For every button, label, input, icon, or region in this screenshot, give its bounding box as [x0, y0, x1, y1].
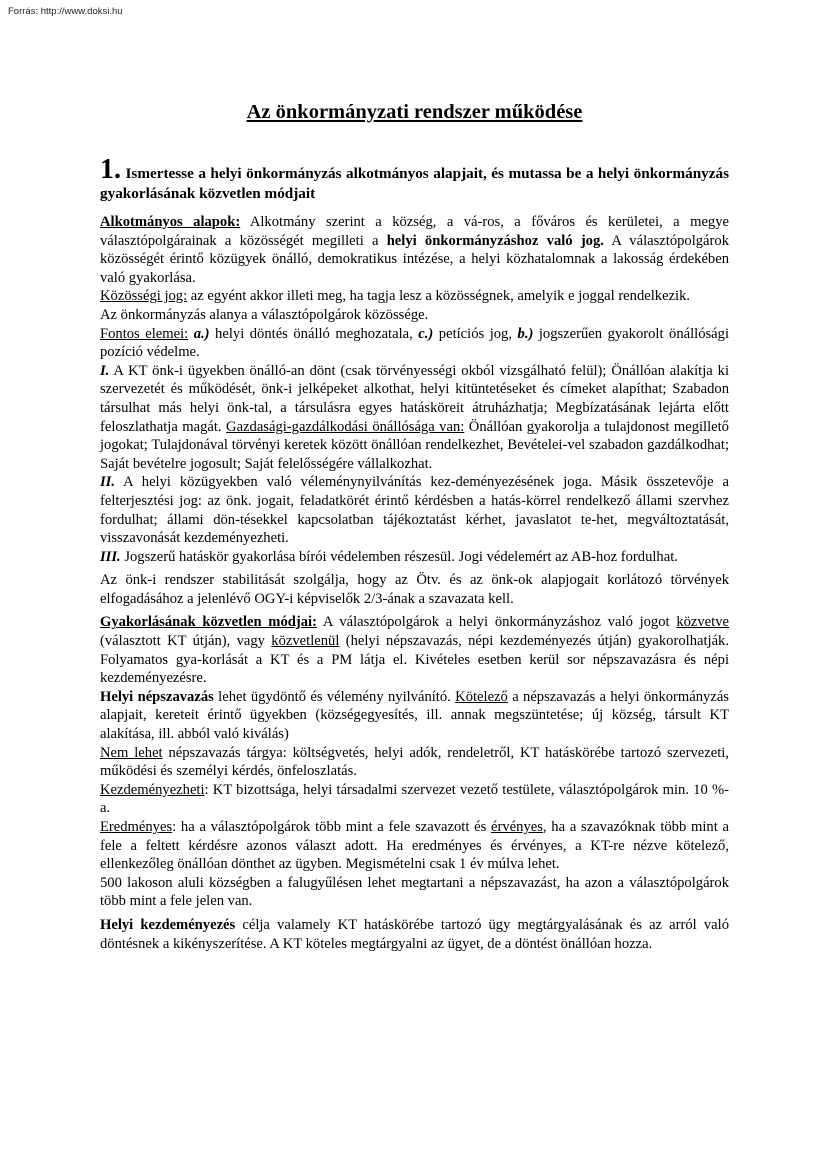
text: : KT bizottsága, helyi társadalmi szervezet vezető testülete, választópolgárok min. 10 %-a. — [100, 781, 729, 817]
paragraph-helyi-kezdemenyezes — [100, 916, 729, 953]
text: A választópolgárok a helyi önkormányzáshoz való jogot — [316, 614, 677, 631]
label-nem-lehet: Nem lehet — [100, 744, 163, 761]
source-url: Forrás: http://www.doksi.hu — [8, 6, 123, 17]
text: Alkotmány szerint a község, a vá-ros, a főváros és kerületei, a megye választópolgárainak a közösségét megilleti a — [100, 214, 730, 249]
page-title: Az önkormányzati rendszer működése — [246, 101, 583, 123]
label-gyakorlas-modjai: Gyakorlásának közvetlen módjai: — [100, 614, 317, 631]
label-alkotmanyos-alapok: Alkotmányos alapok: — [100, 214, 241, 230]
paragraph-eredmenyes — [100, 818, 729, 874]
paragraph-nem-lehet — [100, 744, 729, 781]
paragraph-section-ii — [100, 473, 729, 547]
paragraph-onkormanyzas-alanya: Az önkormányzás alanya a választópolgárok közössége. — [100, 306, 429, 323]
question-number: 1. — [100, 154, 121, 185]
paragraph-kozossegi-jog — [100, 287, 729, 306]
question-heading — [100, 154, 730, 204]
text: célja valamely KT hatáskörébe tartozó ügy megtárgyalásának és az arról való döntésnek a kikényszerítése. A KT köteles megtárgyalni az ügyet, de a döntést önállóan hozza. — [100, 916, 729, 952]
underlined-term: érvényes — [491, 819, 543, 835]
text: (helyi népszavazás, népi kezdeményezés útján) gyakorolhatják. Folyamatos gya-korlását a KT és a PM látja el. Kivételes esetben kerül sor népszavazásra és népi kezdeményezésre. — [100, 633, 729, 687]
text: petíciós jog, — [433, 325, 518, 342]
text: Jogszerű hatáskör gyakorlása bírói védelemben részesül. Jogi védelemért az AB-hoz fordulhat. — [120, 548, 678, 565]
label-fontos-elemei: Fontos elemei: — [100, 325, 189, 342]
label-gazdasagi-onallosag: Gazdasági-gazdálkodási önállósága van: — [226, 418, 465, 435]
paragraph-fontos-elemei — [100, 325, 729, 362]
roman-numeral: III. — [100, 548, 121, 565]
paragraph-gyakorlas-modjai — [100, 613, 729, 687]
underlined-term: közvetve — [676, 614, 729, 631]
term-helyi-nepszavazas: Helyi népszavazás — [100, 688, 214, 705]
underlined-term: közvetlenül — [271, 633, 340, 650]
paragraph-kezdemenyezheti — [100, 781, 729, 818]
underlined-term: Kötelező — [455, 688, 508, 705]
list-marker: b.) — [517, 325, 534, 342]
text: (választott KT útján), vagy — [100, 633, 272, 650]
text: , ha a szavazóknak több mint a fele a feltett kérdésre azonos választ adott. Ha eredményes és érvényes, a KT-re nézve kötelező, ellenkezőleg önállóan dönthet az ügyben. Megismételni csak 1 év múlva lehet. — [100, 819, 729, 873]
list-marker: c.) — [418, 325, 434, 342]
paragraph-stabilitas: Az önk-i rendszer stabilitását szolgálja, hogy az Ötv. és az önk-ok alapjogait korlátozó törvények elfogadásához a jelenlévő OGY-i képviselők 2/3-ának a szavazata kell. — [100, 572, 729, 607]
text: lehet ügydöntő és vélemény nyilvánító. — [213, 688, 456, 705]
label-kozossegi-jog: Közösségi jog: — [100, 288, 188, 305]
text: A helyi közügyekben való véleménynyilvánítás kez-deményezésének joga. Másik összetevője a felterjesztési jog: az önk. jogait, feladatkörét érintő kérdésben a hatás-körrel rendelkező állami szervhez fordulhat; állami dön-tésekkel kapcsolatban tájékoztatást kérhet, javaslatot te-het, megváltoztatását, visszavonását kezdeményezheti. — [100, 474, 729, 547]
label-kezdemenyezheti: Kezdeményezheti — [100, 781, 205, 798]
roman-numeral: II. — [100, 474, 116, 491]
paragraph-falugyules: 500 lakoson aluli községben a falugyűlésen lehet megtartani a népszavazást, ha azon a választópolgárok több mint a fele jelen van. — [100, 874, 729, 910]
question-text: Ismertesse a helyi önkormányzás alkotmányos alapjait, és mutassa be a helyi önkormányzás gyakorlásának közvetlen módjait — [100, 165, 730, 202]
bold-phrase: helyi önkormányzáshoz való jog. — [386, 232, 604, 249]
text: népszavazás tárgya: költségvetés, helyi adók, rendeletről, KT hatáskörébe tartozó szervezeti, működési és személyi kérdés, önfeloszlatás. — [100, 744, 729, 780]
roman-numeral: I. — [100, 362, 110, 379]
label-eredmenyes: Eredményes — [100, 819, 173, 835]
text: : ha a választópolgárok több mint a fele szavazott és — [172, 819, 492, 835]
paragraph-section-iii — [100, 548, 729, 567]
paragraph-alkotmanyos-alapok — [100, 213, 729, 287]
text: A KT önk-i ügyekben önálló-an dönt (csak törvényességi okból vizsgálható felül); Önállóan alakítja ki szervezetét és működését, önk-i jelképeket alkothat, helyi kitüntetéseket és címeket alapíthat; Szabadon társulhat más helyi önk-tal, a társulásra egyes hatásköreit átruházhatja; Megbízatásának lejárta előtt feloszlathatja magát. — [100, 362, 729, 435]
text: Önállóan gyakorolja a tulajdonost megillető jogokat; Tulajdonával törvényi keretek között önállóan rendelkezhet, Bevételei-vel szabadon gazdálkodhat; Saját bevételre jogosult; Saját felelősségére vállalkozhat. — [100, 418, 729, 472]
list-marker: a.) — [193, 325, 210, 342]
document-body — [100, 213, 729, 953]
text: az egyént akkor illeti meg, ha tagja lesz a közösségnek, amelyik e joggal rendelkezik. — [187, 288, 691, 305]
text: helyi döntés önálló meghozatala, — [209, 325, 419, 342]
paragraph-section-i — [100, 362, 729, 474]
text: A választópolgárok közösségét érintő közügyek önálló, demokratikus intézése, a helyi közhatalomnak a lakosság érdekében való gyakorlása. — [100, 232, 729, 286]
term-helyi-kezdemenyezes: Helyi kezdeményezés — [100, 916, 236, 933]
text: a népszavazás a helyi önkormányzás alapjait, kereteit érintő ügyekben (községegyesítés, ill. annak megszüntetése; új község, társult KT alakítása, ill. abból való kiválás) — [100, 688, 729, 743]
text: jogszerűen gyakorolt önállósági pozíció védelme. — [100, 325, 730, 361]
paragraph-helyi-nepszavazas — [100, 688, 729, 744]
